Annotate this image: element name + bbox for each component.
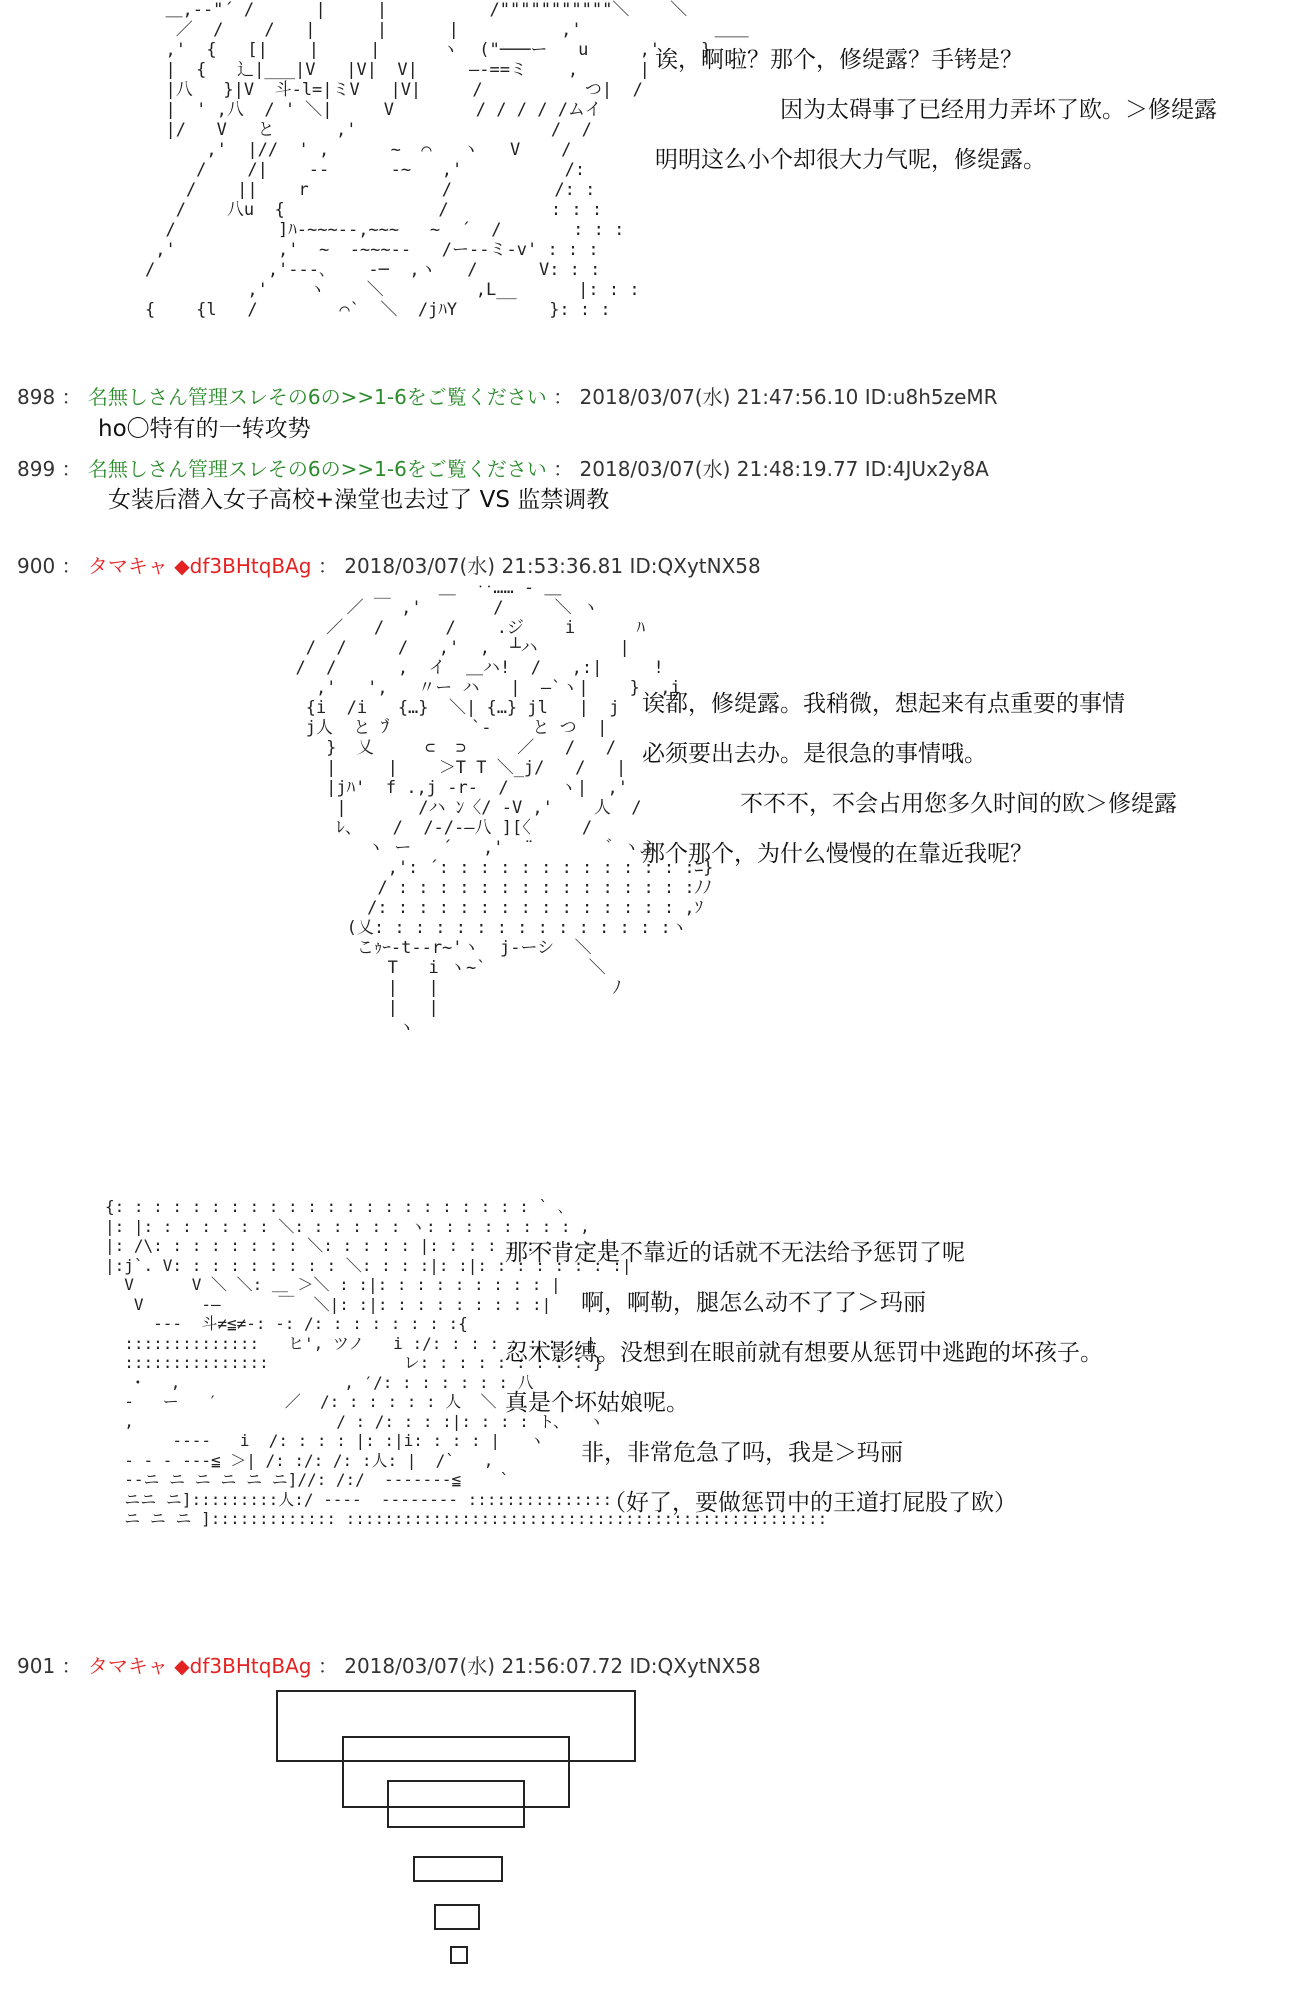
post-body-898: ho〇特有的一转攻势	[98, 416, 311, 442]
post-colon: ：	[317, 554, 338, 578]
poster-id: ID:u8h5zeMR	[864, 385, 998, 409]
receding-box-4	[413, 1856, 503, 1882]
dialog-line: 忍术影缚。没想到在眼前就有想要从惩罚中逃跑的坏孩子。	[505, 1340, 1103, 1366]
post-body-899: 女装后潜入女子高校+澡堂也去过了 VS 监禁调教	[108, 487, 610, 513]
post-sep: ：	[61, 457, 82, 481]
ascii-art-tied-character: ＿,-‐"´ / | | /"""""""""""＼ ＼ ／ / / | | | ,' ＿＿ ,' { [| | | ヽ ("───ー u ,' } | { 辶|___|V |V| V| ―‐==ミ , | |八 }|V 斗‐l=|ミV |V| / つ| / | ' ,八 / ' ＼| V / / / / /ムイ |/ V と ,' / / ,' |// ' , ~ ⌒ ヽ V / / /| -‐ ‐~ ,' /: / || r / /: : / 八u { / : : : / ]ﾊ‐~~~‐‐,~~~ ~ ´ / : : : ,' ,' ~ ‐~~~‐‐ /ー‐‐ミ‐v' : : : / ,'‐‐‐､ ‐─ ,ヽ / V: : : ,' ヽ ＼ ,L__ |: : : { {l / ⌒` ＼ /jﾊY }: : :	[145, 0, 749, 320]
post-header-898	[17, 384, 998, 410]
dialog-line: 啊，啊勒，腿怎么动不了了＞玛丽	[581, 1290, 926, 1316]
post-datetime: 2018/03/07(水) 21:53:36.81	[344, 554, 624, 578]
post-sep: ：	[61, 385, 82, 409]
poster-id: ID:QXytNX58	[629, 1654, 761, 1678]
poster-trip: ◆df3BHtqBAg	[174, 554, 312, 578]
receding-box-5	[434, 1904, 480, 1930]
dialog-block-middle	[642, 679, 1177, 879]
poster-name: タマキャ	[87, 1654, 168, 1678]
dialog-line: 必须要出去办。是很急的事情哦。	[642, 741, 987, 767]
receding-box-3	[387, 1780, 525, 1828]
post-colon: ：	[553, 385, 574, 409]
post-datetime: 2018/03/07(水) 21:56:07.72	[344, 1654, 624, 1678]
dialog-line: 那个那个，为什么慢慢的在靠近我呢？	[642, 841, 1033, 867]
ascii-art-girl-standing: ＿ ‥…… ‐ ＿ ／ ￣ ,' / ＼ ヽ ／ / / .ジ i ﾊ / / / ,' , ┴ハ | / / , イ ＿ハ! / ,:| ! ,' ', 〃ー ハ | ―`ヽ| } ,i {i /i {…} ＼| {…} jl | j j人 と ﾌ゙ `‐ と つ | } 乂 ⊂ ⊃ ／ / / | | ＞T T ＼_j/ / | |jﾊ' f .,j ‐r‐ / ヽ| ,' | /ハ ﾝ〈/ ‐V ,' 人 / ﾚ、 / /‐/‐―八 ][〈 / ヽ ー ´ ,' ¨ ゛ヽふ ,': ´: : : : : : : : : : : : :ﾆ} / : : : : : : : : : : : : : : :ﾉﾉ /: : : : : : : : : : : : : : : ,ｿ (乂: : : : : : : : : : : : : : :ヽ こｩｰ‐t‐‐r~'ヽ j‐ーシ ＼ T i ヽ~` ＼ | | ﾉ | | ヽ	[295, 578, 714, 1038]
post-header-900	[17, 553, 761, 579]
dialog-line: 真是个坏姑娘呢。	[505, 1390, 689, 1416]
post-sep: ：	[61, 554, 82, 578]
post-number[interactable]: 901	[17, 1654, 56, 1678]
dialog-line: 诶，啊啦？那个，修缇露？手铐是？	[655, 47, 1023, 73]
dialog-line: 非，非常危急了吗，我是＞玛丽	[581, 1440, 903, 1466]
dialog-block-bottom	[505, 1228, 1103, 1528]
post-datetime: 2018/03/07(水) 21:48:19.77	[579, 457, 859, 481]
post-datetime: 2018/03/07(水) 21:47:56.10	[579, 385, 859, 409]
dialog-line: 明明这么小个却很大力气呢，修缇露。	[655, 147, 1046, 173]
poster-name: タマキャ	[87, 554, 168, 578]
post-colon: ：	[317, 1654, 338, 1678]
ascii-art-shadow-bind: {: : : : : : : : : : : : : : : : : : : : : : ` ､ |: |: : : : : : : ＼: : : : : : ヽ: : : : : : : : , |: /\: : : : : : : : ＼: : : : : |: : : : : : : : : | |:j`. V: : : : : : : : : ＼: : : :|: :|: : : : : : : :| V V ＼ ＼: ＿ ＞＼ : :|: : : : : : : : : | V ‐― ￣ ＼|: :|: : : : : : : : :| ‐‐‐ 斗≠≦≠‐: ‐: /: : : : : : : :{ :::::::::::::: ヒ', ツノ i :/: : : : : : : : | ::::::::::::::: レ: : : : : : : : : } ･ , , ′/: : : : : : : 八 ‐ ー ′ ／ /: : : : : : 人 ＼ , / : /: : : :|: : : : ト、 ヽ ‐‐‐‐ i /: : : : |: :|i: : : : | ヽ ‐ ‐ ‐ ‐‐‐≦ ＞| /: :/: /: :人: | /` , ‐‐ニ ニ ニ ニ ニ ニ]//: /:/ ‐‐‐‐‐‐‐≦ ` ニニ ニ]:::::::::人:/ ‐‐‐‐ ‐‐‐‐‐‐‐‐ ::::::::::::::: ニ ニ ニ ]::::::::::::: ::::::::::::::::::::::::::::::::::::::::::::::::::	[105, 1197, 828, 1528]
dialog-line: 因为太碍事了已经用力弄坏了欧。＞修缇露	[780, 97, 1217, 123]
dialog-line: 不不不，不会占用您多久时间的欧＞修缇露	[740, 791, 1177, 817]
poster-id: ID:4JUx2y8A	[864, 457, 989, 481]
dialog-line: （好了，要做惩罚中的王道打屁股了欧）	[603, 1490, 1017, 1516]
post-number[interactable]: 900	[17, 554, 56, 578]
poster-name: 名無しさん管理スレその6の>>1-6をご覧ください	[87, 385, 547, 409]
post-number[interactable]: 898	[17, 385, 56, 409]
dialog-line: 那不肯定是不靠近的话就不无法给予惩罚了呢	[505, 1240, 965, 1266]
post-colon: ：	[553, 457, 574, 481]
post-header-899	[17, 456, 989, 482]
poster-trip: ◆df3BHtqBAg	[174, 1654, 312, 1678]
dialog-block-top	[655, 35, 1217, 185]
poster-id: ID:QXytNX58	[629, 554, 761, 578]
receding-box-6	[450, 1946, 468, 1964]
post-sep: ：	[61, 1654, 82, 1678]
poster-name: 名無しさん管理スレその6の>>1-6をご覧ください	[87, 457, 547, 481]
post-header-901	[17, 1653, 761, 1679]
post-number[interactable]: 899	[17, 457, 56, 481]
dialog-line: 诶都，修缇露。我稍微，想起来有点重要的事情	[642, 691, 1125, 717]
